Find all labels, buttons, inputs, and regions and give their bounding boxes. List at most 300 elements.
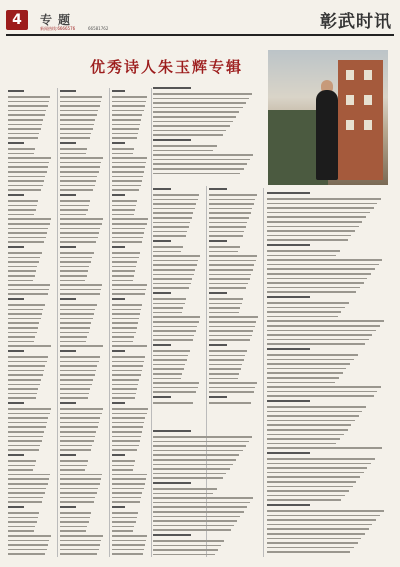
text-line [153,212,193,214]
text-line [209,260,256,262]
text-line [267,510,384,512]
text-line [8,336,35,338]
text-line [267,499,341,501]
text-line [8,517,38,519]
text-line [8,266,37,268]
text-line [267,377,339,379]
text-line [8,246,24,248]
text-line [153,298,186,300]
text-line [112,332,136,334]
text-line [112,426,143,428]
text-line [8,426,46,428]
text-line [267,291,356,293]
text-line [209,278,250,280]
text-line [267,363,350,365]
text-line [8,379,41,381]
text-line [112,540,146,542]
text-line [8,162,49,164]
text-line [8,137,38,139]
column-divider [57,88,58,557]
text-line [8,252,42,254]
text-line [60,322,91,324]
text-line [8,289,49,291]
text-line [8,133,39,135]
text-line [60,105,100,107]
text-line [153,396,171,398]
text-line [153,231,187,233]
text-line [112,365,143,367]
text-line [153,222,190,224]
text-line [112,483,145,485]
text-line [60,483,100,485]
text-line [153,111,239,113]
text-line [60,345,103,347]
text-line [153,511,244,513]
text-line [267,339,369,341]
text-line [60,356,100,358]
text-line [8,413,50,415]
text-line [112,422,144,424]
page-header [0,0,400,36]
text-line [60,460,88,462]
text-line [267,524,372,526]
essay-column-right [267,190,391,560]
text-line [112,119,141,121]
text-line [267,296,310,298]
text-line [8,223,50,225]
text-line [112,393,136,395]
text-line [112,171,144,173]
text-line [60,90,76,92]
text-line [8,488,46,490]
text-line [209,292,227,294]
text-line [112,445,139,447]
text-line [153,307,183,309]
text-line [8,318,41,320]
text-line [8,237,46,239]
text-line [8,526,35,528]
text-line [153,330,196,332]
text-line [112,176,143,178]
text-line [267,411,362,413]
text-line [60,413,102,415]
text-line [60,408,103,410]
text-line [153,373,182,375]
text-line [8,492,45,494]
text-line [8,393,37,395]
text-line [153,269,195,271]
text-line [60,445,92,447]
text-line [112,397,135,399]
text-line [267,472,364,474]
text-line [153,549,218,551]
text-line [267,259,382,261]
text-line [60,223,102,225]
column-divider [109,88,110,557]
text-line [267,212,370,214]
text-line [8,469,33,471]
text-line [112,90,125,92]
text-line [112,384,138,386]
text-line [209,269,253,271]
text-line [8,417,48,419]
text-line [60,304,97,306]
text-line [112,488,144,490]
text-line [60,384,92,386]
text-line [209,203,254,205]
text-line [8,530,34,532]
text-line [112,148,134,150]
text-line [153,264,197,266]
text-line [267,216,366,218]
text-line [60,205,89,207]
text-line [112,110,144,112]
text-line [112,478,146,480]
text-line [112,194,125,196]
text-line [209,364,242,366]
text-line [153,316,200,318]
text-line [112,388,137,390]
text-line [60,393,89,395]
text-line [112,252,140,254]
text-line [153,516,240,518]
text-line [209,255,257,257]
text-line [112,275,134,277]
text-line [60,436,95,438]
text-line [209,368,241,370]
text-line [8,521,37,523]
text-line [267,311,341,313]
text-line [153,145,217,147]
text-line [153,540,224,542]
text-line [60,176,97,178]
text-line [209,199,255,201]
text-line [112,266,136,268]
text-line [8,205,37,207]
essay-body [153,428,261,558]
text-line [60,275,87,277]
text-line [267,391,377,393]
text-line [60,422,99,424]
text-line [8,157,51,159]
text-line [8,350,24,352]
text-line [8,549,47,551]
text-line [8,322,39,324]
text-line [112,223,147,225]
text-line [112,246,125,248]
text-line [153,473,226,475]
text-line [60,497,95,499]
text-line [153,364,185,366]
poem-column-5 [209,186,261,406]
text-line [112,293,145,295]
text-line [267,198,381,200]
text-line [60,341,86,343]
text-line [209,240,227,242]
text-line [60,96,102,98]
text-line [153,554,215,556]
text-line [60,101,101,103]
text-line [209,344,227,346]
text-line [8,384,40,386]
text-line [209,303,242,305]
text-line [112,133,138,135]
text-line [267,307,345,309]
text-line [8,232,47,234]
text-line [153,355,188,357]
text-line [112,153,133,155]
text-line [267,434,344,436]
text-line [209,298,243,300]
text-line [112,431,142,433]
text-line [267,386,381,388]
text-line [8,478,49,480]
text-line [112,270,135,272]
text-line [8,293,48,295]
text-line [209,382,257,384]
text-line [112,298,125,300]
text-line [8,280,33,282]
text-line [209,283,248,285]
text-line [153,139,191,141]
text-line [209,316,258,318]
text-line [60,153,86,155]
text-line [60,252,94,254]
text-line [8,332,37,334]
text-line [209,396,227,398]
text-line [267,515,380,517]
text-line [267,486,353,488]
text-line [112,350,125,352]
text-line [60,488,98,490]
text-line [60,232,99,234]
text-line [267,467,367,469]
text-line [153,520,237,522]
poem-column-1 [8,88,54,558]
text-line [153,98,249,100]
text-line [153,459,236,461]
text-line [112,517,137,519]
text-line [8,431,44,433]
text-line [153,107,243,109]
text-line [112,530,133,532]
text-line [267,538,361,540]
text-line [267,368,346,370]
text-line [267,348,310,350]
text-line [267,533,365,535]
text-line [112,327,137,329]
text-line [112,469,133,471]
text-line [60,544,100,546]
text-line [112,114,142,116]
text-line [8,200,38,202]
text-line [153,203,196,205]
text-line [112,309,141,311]
text-line [112,322,138,324]
text-line [60,119,95,121]
poem-column-3 [112,88,150,558]
text-line [153,497,253,499]
text-line [8,153,34,155]
text-line [8,275,35,277]
text-line [8,465,35,467]
text-line [8,345,51,347]
text-line [60,218,103,220]
text-line [267,287,360,289]
text-line [153,391,196,393]
text-line [153,350,190,352]
text-line [153,441,249,443]
text-line [8,374,43,376]
text-line [8,553,45,555]
text-line [267,255,336,257]
text-line [60,336,87,338]
text-line [60,214,86,216]
text-line [8,474,50,476]
text-line [153,477,223,479]
text-line [209,208,252,210]
text-line [112,96,147,98]
text-line [112,553,143,555]
text-line [267,278,367,280]
text-line [60,194,76,196]
text-line [60,454,76,456]
text-line [267,551,350,553]
text-line [267,490,349,492]
text-line [112,417,145,419]
text-line [112,205,136,207]
text-line [112,105,145,107]
text-line [60,501,94,503]
text-line [112,189,139,191]
text-line [153,278,192,280]
text-line [153,194,199,196]
text-line [60,449,91,451]
text-line [112,535,147,537]
text-line [153,378,181,380]
text-line [209,307,240,309]
text-line [209,231,244,233]
text-line [112,237,143,239]
text-line [60,166,100,168]
text-line [267,415,359,417]
text-line [209,350,247,352]
text-line [60,465,87,467]
text-line [112,209,135,211]
text-line [153,235,186,237]
text-line [153,208,195,210]
text-line [153,430,191,432]
text-line [153,240,171,242]
text-line [60,189,93,191]
text-line [60,492,97,494]
text-line [112,370,142,372]
text-line [60,142,76,144]
text-line [153,382,199,384]
text-line [267,438,340,440]
text-line [8,497,43,499]
text-line [8,483,48,485]
text-line [8,257,40,259]
text-line [60,293,100,295]
text-line [112,228,145,230]
text-line [112,162,146,164]
text-line [60,469,85,471]
text-line [267,481,356,483]
text-line [8,397,36,399]
text-line [8,460,36,462]
text-line [267,226,359,228]
text-line [8,101,49,103]
text-line [153,454,239,456]
text-line [60,474,102,476]
text-line [8,166,48,168]
text-line [112,214,134,216]
text-line [209,402,251,404]
text-line [153,344,171,346]
text-line [60,549,99,551]
text-line [112,137,137,139]
text-line [60,506,76,508]
text-line [112,436,141,438]
text-line [8,298,24,300]
text-line [267,424,351,426]
text-line [8,440,42,442]
text-line [60,553,97,555]
text-line [267,334,372,336]
text-line [112,200,137,202]
masthead: 彰武时讯 [320,12,392,32]
text-line [8,535,51,537]
text-line [60,289,101,291]
text-line [267,207,374,209]
text-line [60,526,87,528]
text-line [60,124,94,126]
text-line [153,87,191,89]
text-line [60,128,93,130]
text-line [267,239,348,241]
text-line [112,304,142,306]
text-line [60,110,98,112]
text-line [112,257,139,259]
text-line [8,261,39,263]
text-line [60,171,99,173]
text-line [153,251,181,253]
text-line [60,133,91,135]
text-line [153,173,240,175]
text-line [153,121,233,123]
text-line [60,209,88,211]
text-line [112,402,125,404]
text-line [60,298,76,300]
text-line [60,512,91,514]
text-line [60,365,97,367]
text-line [209,251,238,253]
text-line [153,488,217,490]
text-line [60,257,92,259]
text-line [267,372,343,374]
text-line [8,124,42,126]
text-line [267,330,376,332]
text-line [267,395,374,397]
text-line [153,368,184,370]
text-line [153,168,244,170]
text-line [209,378,238,380]
text-line [112,284,147,286]
text-line [60,241,96,243]
text-line [8,436,43,438]
text-line [209,359,244,361]
